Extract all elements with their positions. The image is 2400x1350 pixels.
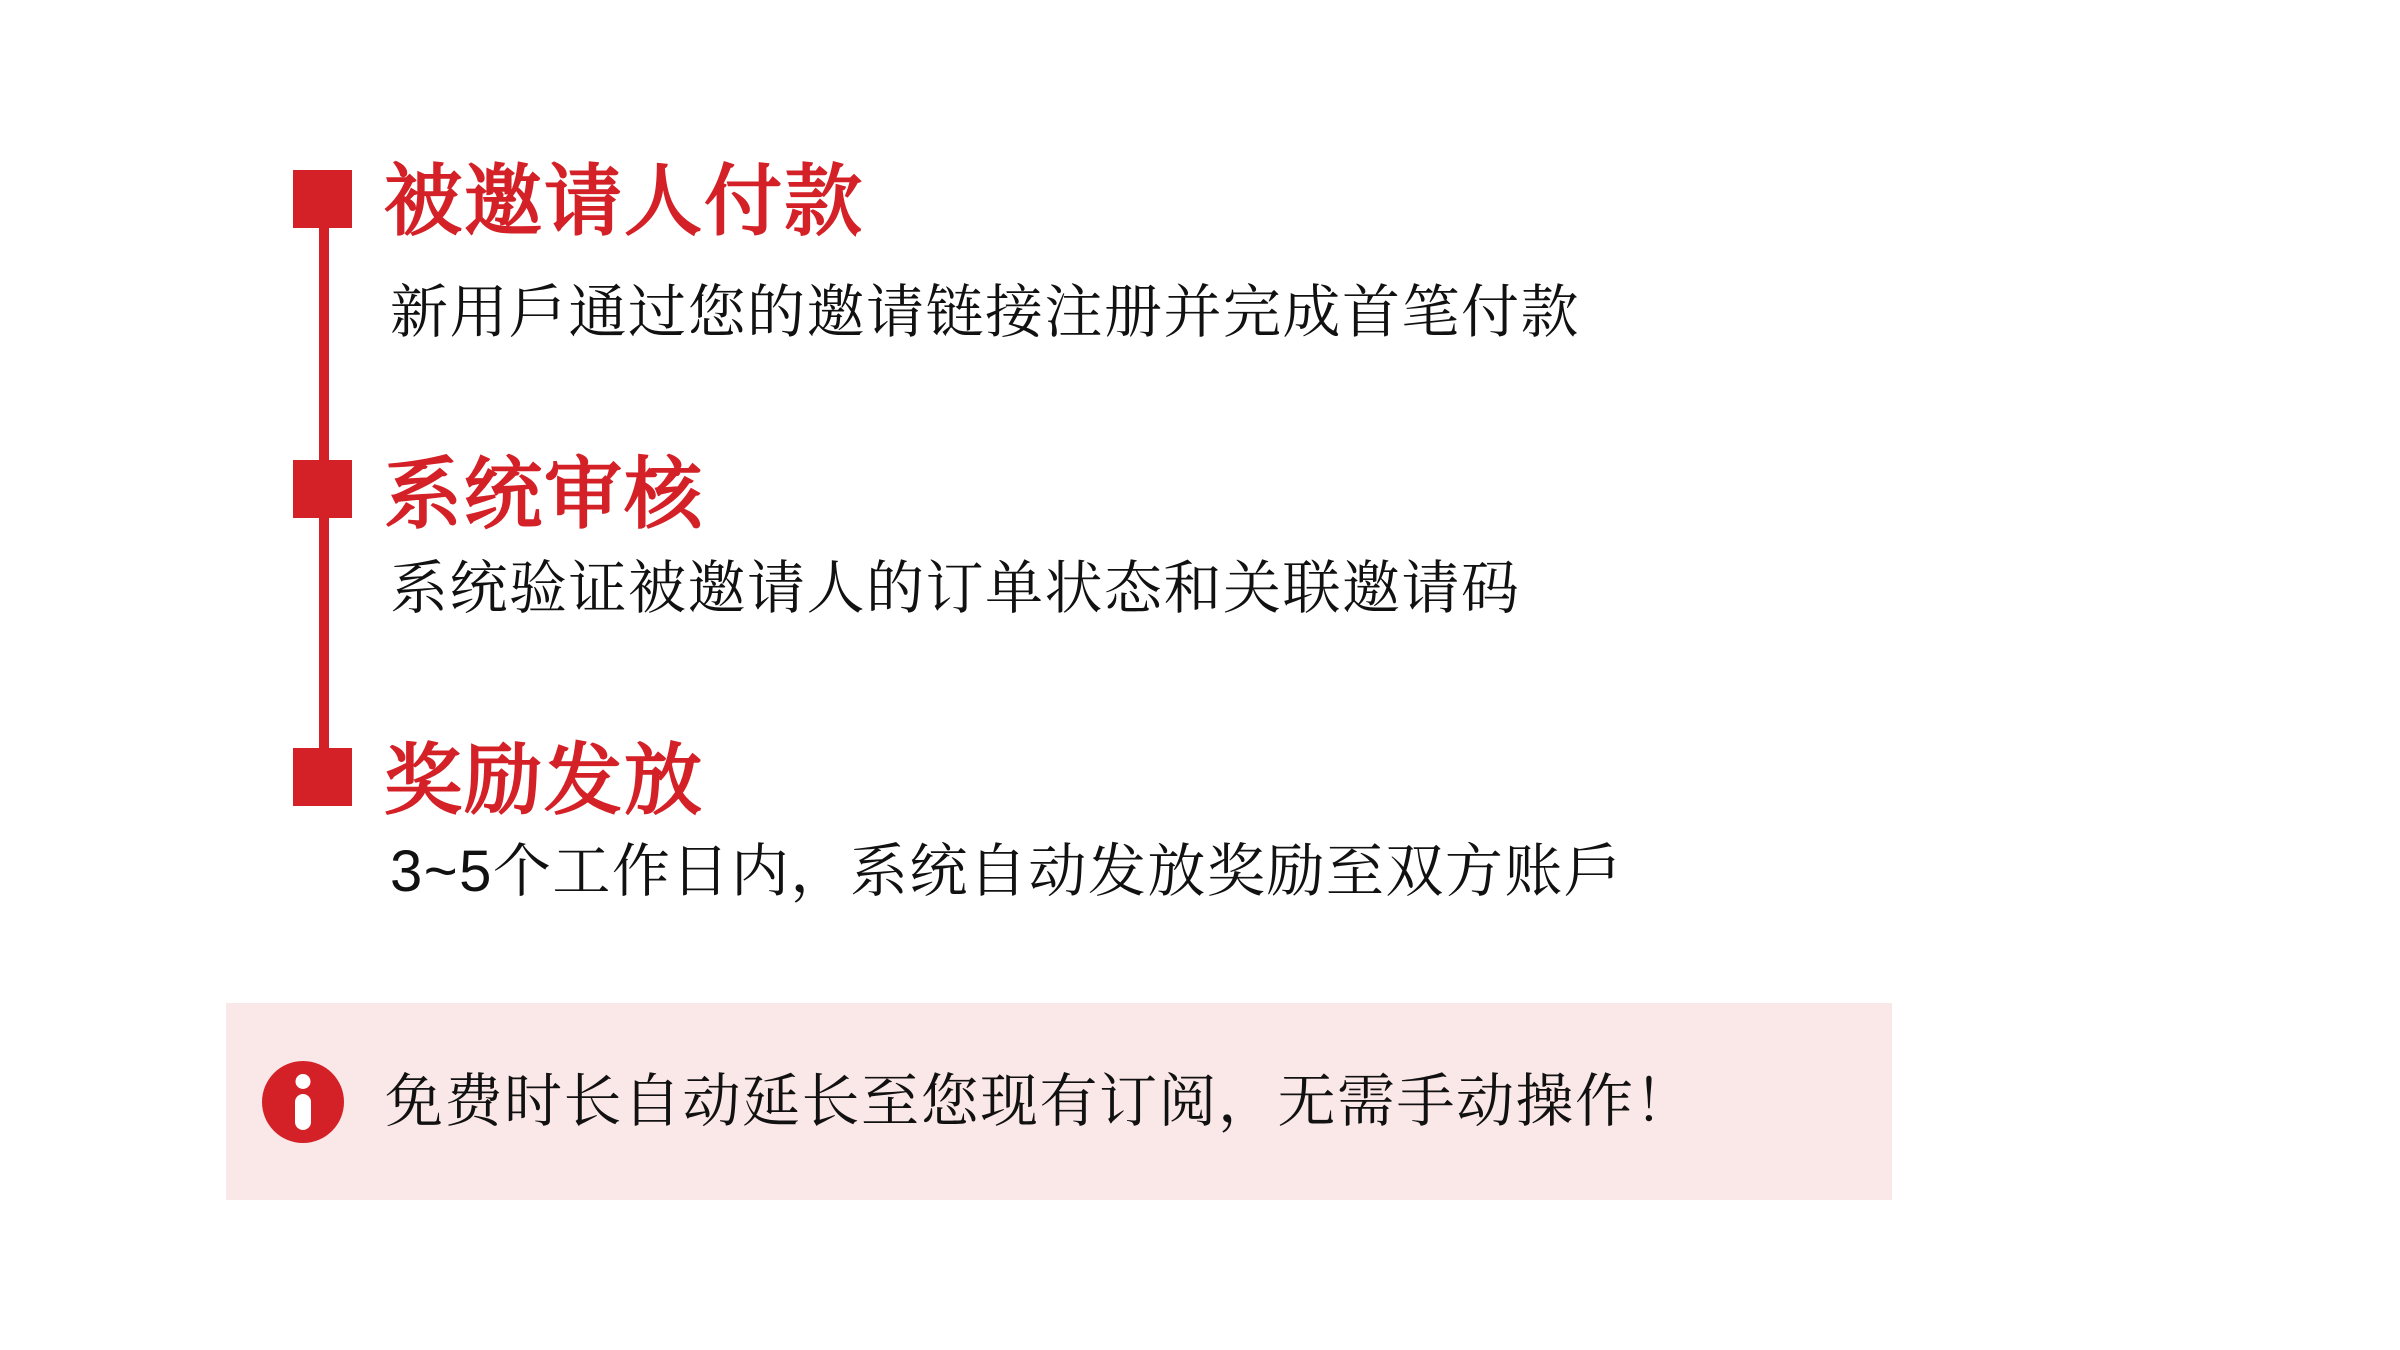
step-title-reward-distribution: 奖励发放 bbox=[384, 736, 705, 824]
step-title-system-review: 系统审核 bbox=[384, 450, 705, 538]
step-marker-square-3 bbox=[293, 748, 352, 806]
step-description-system-review: 系统验证被邀请人的订单状态和关联邀请码 bbox=[390, 556, 1521, 622]
step-description-invitee-payment: 新用戶通过您的邀请链接注册并完成首笔付款 bbox=[390, 280, 1581, 346]
step-marker-square-1 bbox=[293, 170, 352, 228]
step-title-invitee-payment: 被邀请人付款 bbox=[384, 157, 865, 245]
info-banner bbox=[226, 1003, 1892, 1200]
info-banner-text: 免费时长自动延长至您现有订阅，无需手动操作！ bbox=[385, 1068, 1695, 1134]
step-description-reward-distribution: 3~5个工作日内，系统自动发放奖励至双方账戶 bbox=[390, 839, 1624, 905]
step-marker-square-2 bbox=[293, 460, 352, 518]
info-icon bbox=[262, 1061, 344, 1143]
